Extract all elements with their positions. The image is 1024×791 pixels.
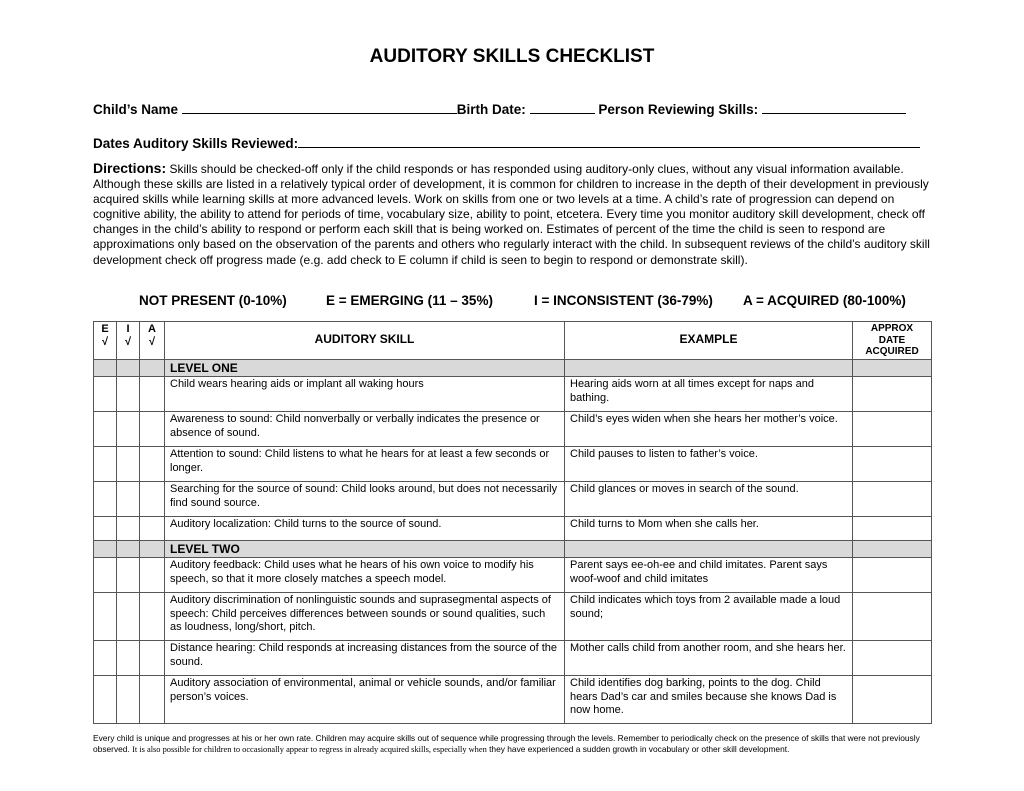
table-row: [94, 593, 932, 641]
skill-cell: Attention to sound: Child listens to what he hears for at least a few seconds or longer.: [165, 447, 565, 482]
example-cell: Child’s eyes widen when she hears her mother’s voice.: [565, 412, 853, 447]
example-cell: Mother calls child from another room, and she hears her.: [565, 641, 853, 676]
skill-cell: Searching for the source of sound: Child looks around, but does not necessarily find sound source.: [165, 482, 565, 517]
table-row: [94, 676, 932, 724]
footnote-part-1: Every child is unique and progresses at his or her own rate. Children may acquire skills out of sequence while progressing through the levels. Remember to periodically check on the presence of skills that were not previously observed.: [93, 733, 920, 754]
footnote-part-3: they have experienced a sudden growth in vocabulary or other skill development.: [486, 743, 790, 754]
check-e[interactable]: [94, 412, 117, 447]
table-row: [94, 447, 932, 482]
col-example-header: EXAMPLE: [565, 322, 853, 360]
col-skill-header: AUDITORY SKILL: [165, 322, 565, 360]
check-e[interactable]: [94, 676, 117, 724]
table-row: [94, 412, 932, 447]
check-e[interactable]: [94, 641, 117, 676]
header-line-1: [93, 99, 933, 117]
date-cell[interactable]: [853, 558, 932, 593]
reviewer-label: Person Reviewing Skills:: [598, 102, 759, 117]
table-row: [94, 377, 932, 412]
skill-cell: Awareness to sound: Child nonverbally or verbally indicates the presence or absence of sound.: [165, 412, 565, 447]
check-e[interactable]: [94, 377, 117, 412]
check-e[interactable]: [94, 593, 117, 641]
legend-inconsistent: I = INCONSISTENT (36-79%): [534, 293, 713, 308]
col-date-header: APPROX DATE ACQUIRED: [853, 322, 932, 360]
check-i[interactable]: [117, 412, 140, 447]
example-cell: Child pauses to listen to father’s voice.: [565, 447, 853, 482]
check-i[interactable]: [117, 558, 140, 593]
check-i[interactable]: [117, 377, 140, 412]
birth-date-label: Birth Date:: [456, 102, 526, 117]
check-i[interactable]: [117, 593, 140, 641]
child-name-field[interactable]: [182, 99, 457, 114]
legend-not-present: NOT PRESENT (0-10%): [139, 293, 287, 308]
legend-emerging: E = EMERGING (11 – 35%): [326, 293, 493, 308]
date-cell[interactable]: [853, 412, 932, 447]
check-a[interactable]: [140, 641, 165, 676]
example-cell: Hearing aids worn at all times except for naps and bathing.: [565, 377, 853, 412]
child-name-label: Child’s Name: [93, 102, 179, 117]
check-e[interactable]: [94, 482, 117, 517]
directions: [93, 161, 941, 268]
skill-cell: Auditory localization: Child turns to the source of sound.: [165, 517, 565, 541]
check-a[interactable]: [140, 676, 165, 724]
col-e-header: E √: [94, 322, 117, 360]
dates-reviewed-label: Dates Auditory Skills Reviewed:: [93, 136, 299, 151]
skill-cell: Child wears hearing aids or implant all waking hours: [165, 377, 565, 412]
table-header-row: [94, 322, 932, 360]
level-row: [94, 541, 932, 558]
date-cell[interactable]: [853, 447, 932, 482]
footnote: [93, 733, 941, 755]
example-cell: Child turns to Mom when she calls her.: [565, 517, 853, 541]
level-title: LEVEL ONE: [165, 360, 565, 377]
level-row: [94, 360, 932, 377]
col-i-header: I √: [117, 322, 140, 360]
skill-cell: Distance hearing: Child responds at increasing distances from the source of the sound.: [165, 641, 565, 676]
check-e[interactable]: [94, 517, 117, 541]
dates-reviewed-field[interactable]: [298, 133, 920, 148]
birth-date-field[interactable]: [530, 99, 595, 114]
col-a-header: A √: [140, 322, 165, 360]
check-a[interactable]: [140, 517, 165, 541]
skills-table: [93, 321, 932, 724]
example-cell: Child indicates which toys from 2 available made a loud sound;: [565, 593, 853, 641]
example-cell: Parent says ee-oh-ee and child imitates. Parent says woof-woof and child imitates: [565, 558, 853, 593]
check-e[interactable]: [94, 447, 117, 482]
level-title: LEVEL TWO: [165, 541, 565, 558]
example-cell: Child glances or moves in search of the sound.: [565, 482, 853, 517]
check-i[interactable]: [117, 641, 140, 676]
check-a[interactable]: [140, 412, 165, 447]
date-cell[interactable]: [853, 482, 932, 517]
page-title: AUDITORY SKILLS CHECKLIST: [369, 46, 655, 67]
check-i[interactable]: [117, 447, 140, 482]
table-row: [94, 482, 932, 517]
reviewer-field[interactable]: [762, 99, 906, 114]
table-row: [94, 517, 932, 541]
header-line-2: [93, 133, 933, 151]
legend-acquired: A = ACQUIRED (80-100%): [743, 293, 906, 308]
check-a[interactable]: [140, 482, 165, 517]
check-a[interactable]: [140, 558, 165, 593]
check-a[interactable]: [140, 593, 165, 641]
date-cell[interactable]: [853, 517, 932, 541]
check-a[interactable]: [140, 447, 165, 482]
check-a[interactable]: [140, 377, 165, 412]
skill-cell: Auditory discrimination of nonlinguistic sounds and suprasegmental aspects of speech: Child perceives differences between sounds or sound qualities, such as loudness, long/short, pitch.: [165, 593, 565, 641]
check-i[interactable]: [117, 482, 140, 517]
table-row: [94, 558, 932, 593]
check-i[interactable]: [117, 676, 140, 724]
date-cell[interactable]: [853, 641, 932, 676]
skill-cell: Auditory association of environmental, animal or vehicle sounds, and/or familiar person’s voices.: [165, 676, 565, 724]
table-row: [94, 641, 932, 676]
check-i[interactable]: [117, 517, 140, 541]
directions-text: Skills should be checked-off only if the child responds or has responded using auditory-only clues, without any visual information available. Although these skills are listed in a relatively typical order of development, it is common for children to increase in the depth of their development in previously acquired skills while learning skills at more advanced levels. Work on skills from one or two levels at a time. A child’s rate of progression can depend on cognitive ability, the ability to attend for periods of time, vocabulary size, ability to point, etcetera. Every time you monitor auditory skill development, check off changes in the child’s ability to respond or perform each skill that is being worked on. Estimates of percent of the time the child is seen to respond are approximations only based on the observation of the parents and others who regularly interact with the child. In subsequent reviews of the child’s auditory skill development check off progress made (e.g. add check to E column if child is seen to begin to respond or demonstrate skill).: [93, 162, 930, 267]
skill-cell: Auditory feedback: Child uses what he hears of his own voice to modify his speech, so that it more closely matches a speech model.: [165, 558, 565, 593]
directions-label: Directions:: [93, 160, 167, 176]
example-cell: Child identifies dog barking, points to the dog. Child hears Dad’s car and smiles because she knows Dad is now home.: [565, 676, 853, 724]
date-cell[interactable]: [853, 593, 932, 641]
date-cell[interactable]: [853, 676, 932, 724]
date-cell[interactable]: [853, 377, 932, 412]
check-e[interactable]: [94, 558, 117, 593]
footnote-part-2: It is also possible for children to occasionally appear to regress in already acquired skills, especially when: [132, 744, 487, 754]
